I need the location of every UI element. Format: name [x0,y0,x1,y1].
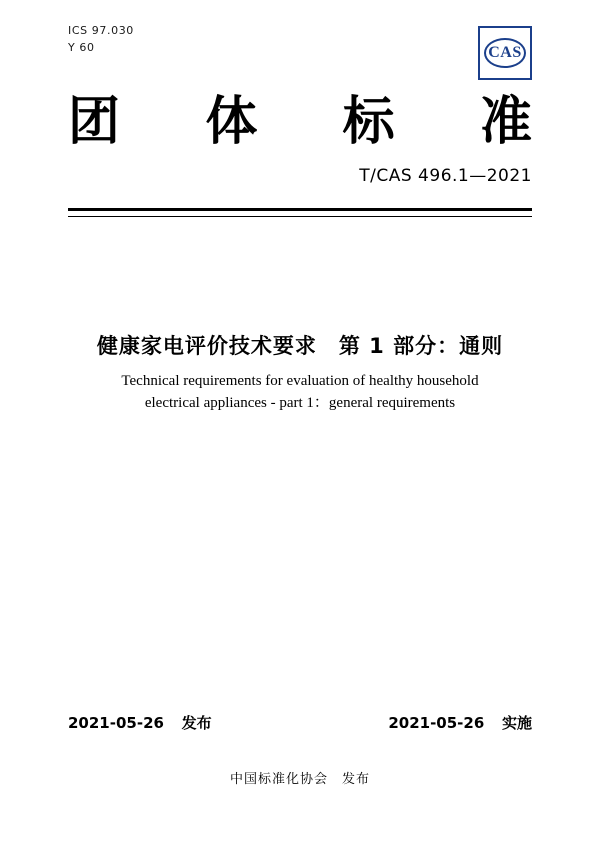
document-title-en [90,370,510,414]
cas-logo-ring [484,38,526,68]
publisher-line: 中国标准化协会 发布 [229,772,370,787]
title-char-1: 团 [68,92,121,152]
document-title-cn: 健康家电评价技术要求 第 1 部分：通则 [96,334,504,358]
implement-date: 2021-05-26 [388,714,485,732]
cas-logo-text: CAS [488,44,522,61]
divider-thin [68,216,532,217]
standard-number: T/CAS 496.1—2021 [359,166,532,186]
issue-label: 发布 [181,714,212,732]
footer-dates [68,712,532,733]
ics-classification-block [68,22,134,56]
ics-code: ICS 97.030 [68,24,134,37]
document-title-en-line-2: electrical appliances - part 1：general requirements [144,395,456,411]
divider-thick [68,208,532,211]
title-char-2: 体 [205,92,258,152]
page-title [68,92,532,152]
cas-logo-icon [478,26,532,80]
implement-label: 实施 [501,714,532,732]
document-title-en-line-1: Technical requirements for evaluation of healthy household [121,373,479,389]
issue-date: 2021-05-26 [68,714,164,732]
implement-date-group [388,712,532,733]
ccs-code: Y 60 [68,41,95,54]
title-char-4: 准 [479,92,532,152]
title-char-3: 标 [342,92,395,152]
issue-date-group [68,712,212,733]
